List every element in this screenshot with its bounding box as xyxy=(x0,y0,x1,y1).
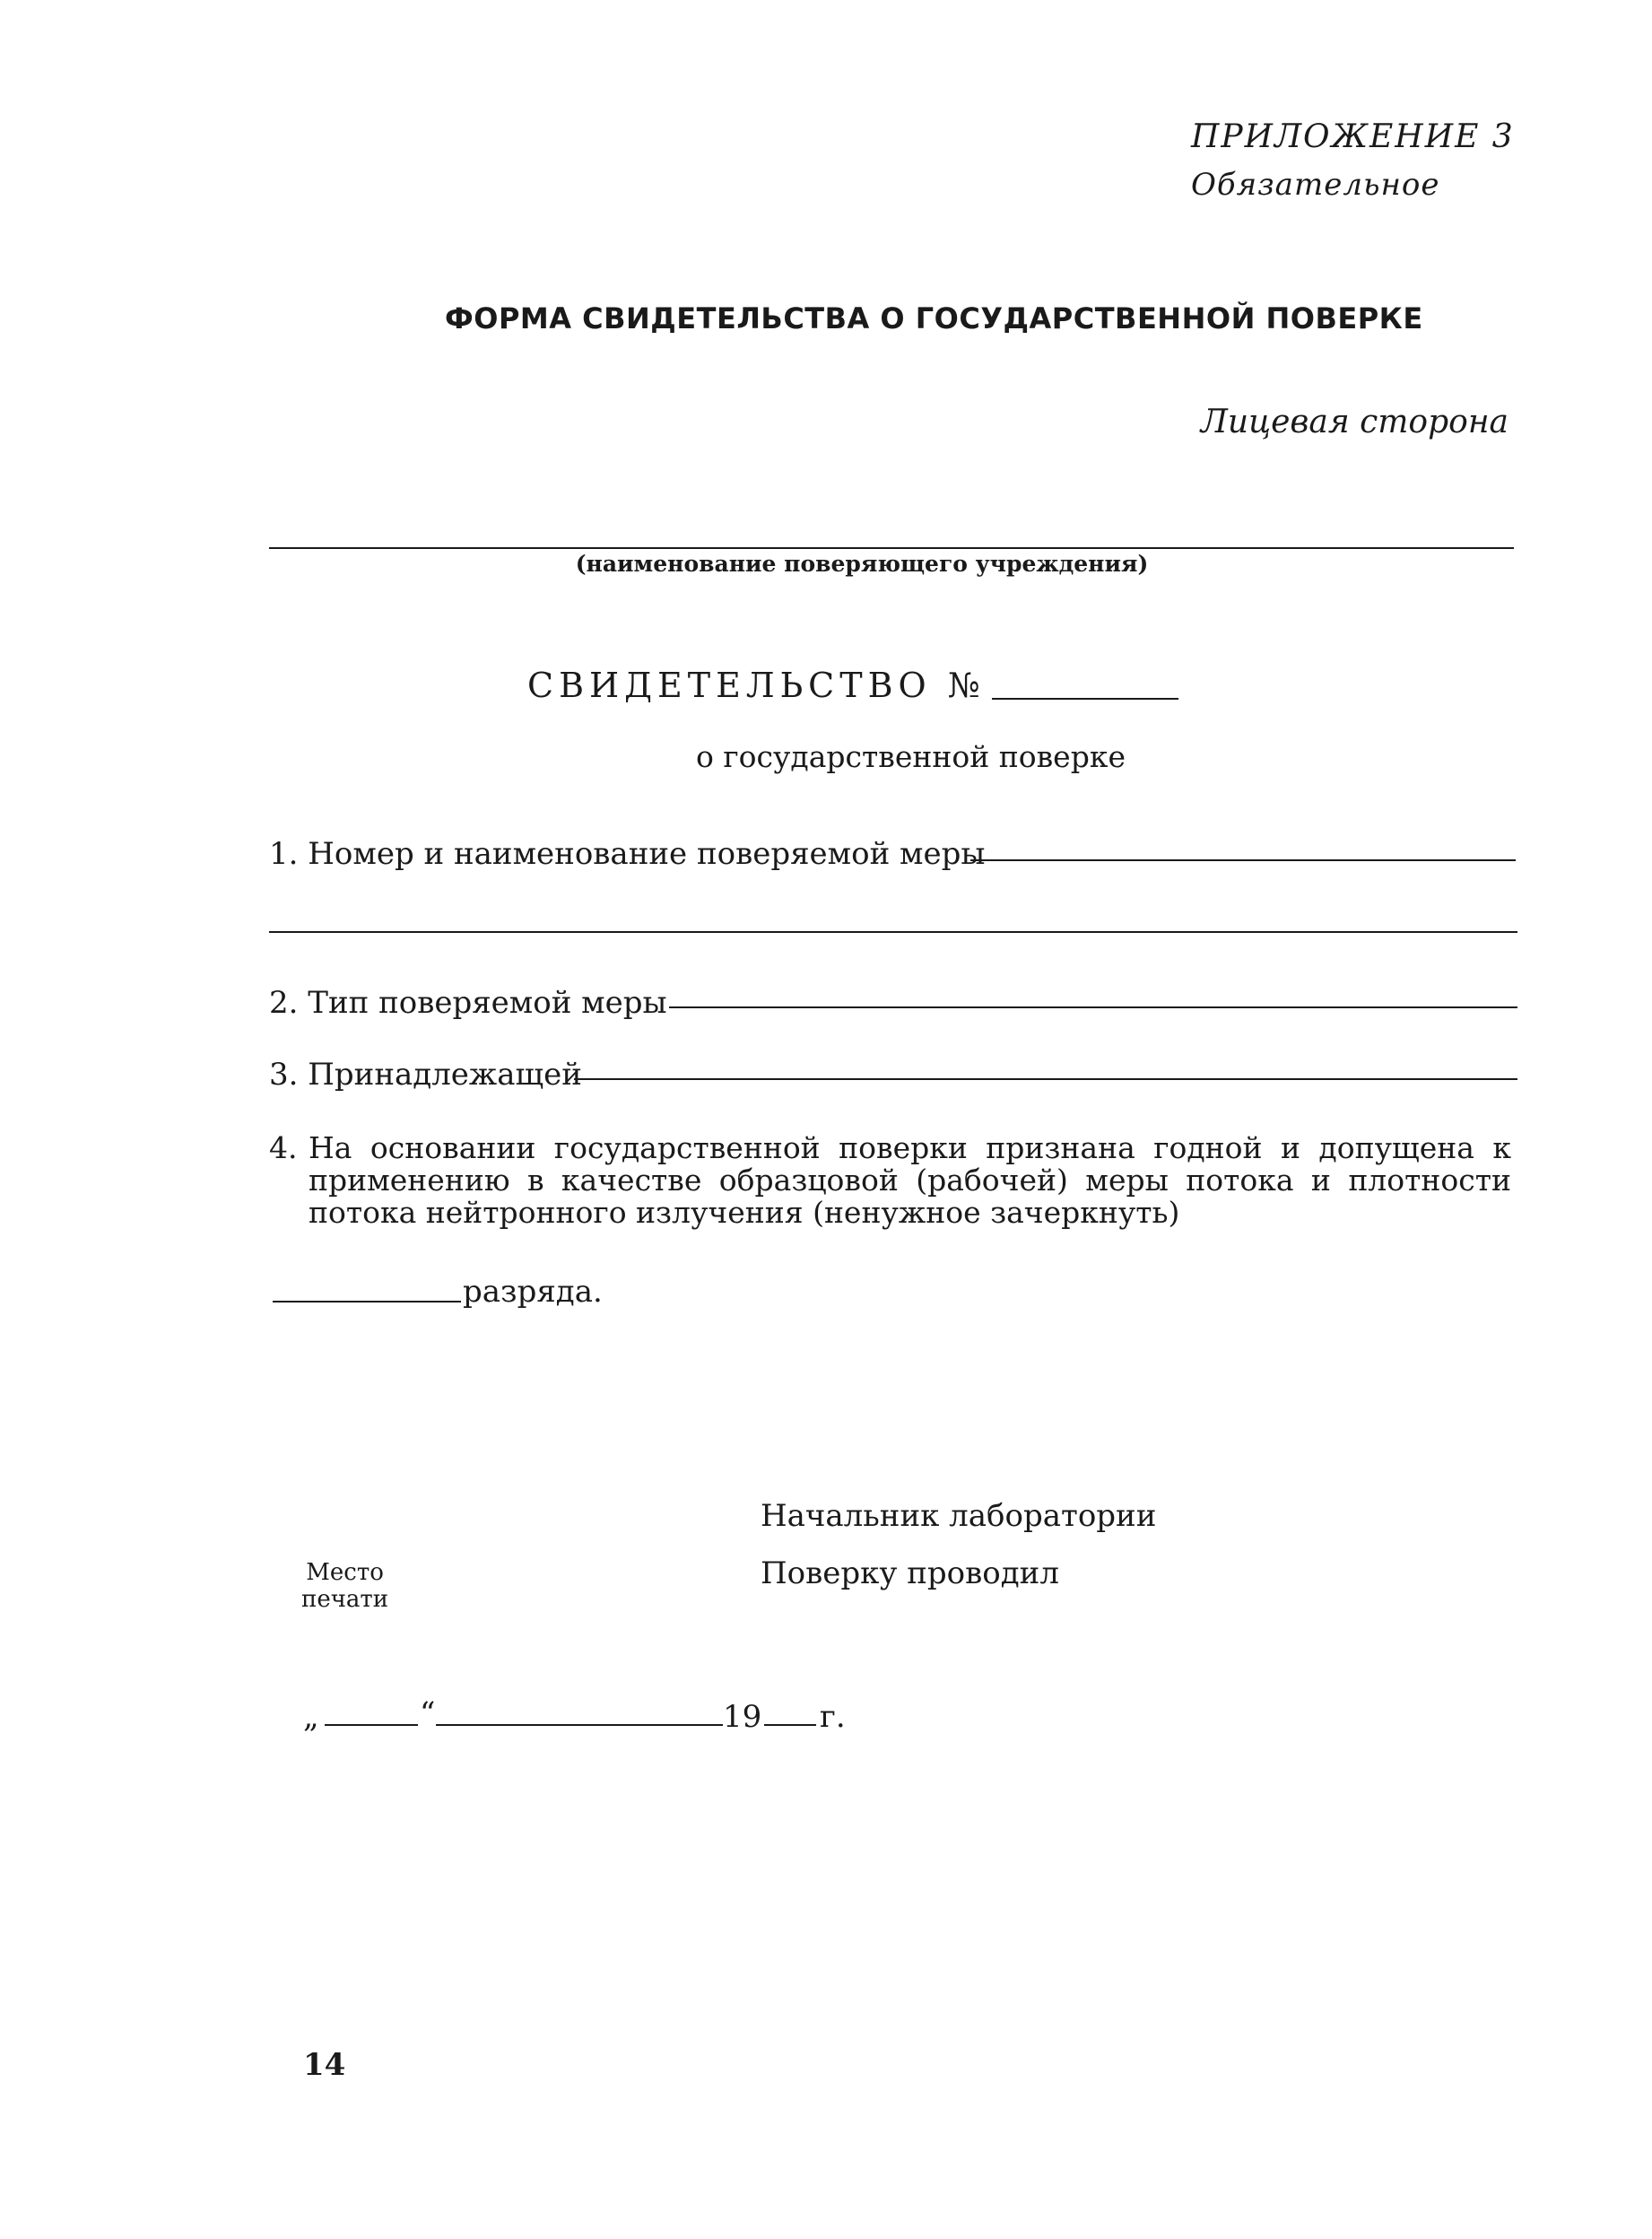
field-2-label: Тип поверяемой меры xyxy=(308,985,667,1021)
field-1-line[interactable] xyxy=(970,859,1516,861)
date-month-line[interactable] xyxy=(436,1724,723,1726)
stamp-line-2: печати xyxy=(301,1586,389,1613)
date-close-quote: “ xyxy=(420,1695,436,1731)
field-3-label: Принадлежащей xyxy=(308,1057,582,1093)
stamp-place xyxy=(301,1559,388,1613)
field-3-number: 3. xyxy=(269,1057,299,1093)
field-3 xyxy=(269,1057,582,1093)
verifier-label: Поверку проводил xyxy=(761,1555,1059,1591)
date-year-prefix: 19 xyxy=(723,1699,762,1735)
date-year-suffix: г. xyxy=(820,1699,846,1735)
appendix-subtitle: Обязательное xyxy=(1191,167,1440,203)
date-open-quote: „ xyxy=(303,1699,319,1735)
date-year-line[interactable] xyxy=(764,1724,816,1726)
certificate-subtitle: о государственной поверке xyxy=(696,739,1126,774)
field-1-number: 1. xyxy=(269,836,299,872)
grade-line[interactable] xyxy=(273,1301,461,1302)
page-number: 14 xyxy=(303,2047,346,2083)
field-2-line[interactable] xyxy=(669,1006,1517,1008)
field-2-number: 2. xyxy=(269,985,299,1021)
field-1-line-continued[interactable] xyxy=(269,931,1517,933)
date-day-line[interactable] xyxy=(325,1724,418,1726)
field-1-label: Номер и наименование поверяемой меры xyxy=(308,836,986,872)
stamp-line-1: Место xyxy=(306,1559,384,1586)
grade-suffix: разряда. xyxy=(463,1274,603,1310)
head-of-lab-label: Начальник лаборатории xyxy=(761,1498,1157,1534)
form-heading: ФОРМА СВИДЕТЕЛЬСТВА О ГОСУДАРСТВЕННОЙ ПОВЕРКЕ xyxy=(445,301,1423,335)
certificate-number-line[interactable] xyxy=(992,698,1178,700)
institution-caption: (наименование поверяющего учреждения) xyxy=(575,551,1149,577)
field-3-line[interactable] xyxy=(574,1078,1517,1080)
certificate-title: СВИДЕТЕЛЬСТВО № xyxy=(527,666,986,705)
field-1 xyxy=(269,836,985,872)
institution-line[interactable] xyxy=(269,547,1514,549)
item-4-text: На основании государственной поверки признана годной и допущена к применению в качестве образцовой (рабочей) меры потока и плотности потока нейтронного излучения (ненужное зачеркнуть) xyxy=(309,1130,1511,1230)
item-4-number: 4. xyxy=(269,1130,298,1165)
item-4-paragraph xyxy=(269,1132,1511,1229)
field-2 xyxy=(269,985,667,1021)
appendix-title: ПРИЛОЖЕНИЕ 3 xyxy=(1191,118,1515,155)
side-label: Лицевая сторона xyxy=(1200,404,1509,440)
